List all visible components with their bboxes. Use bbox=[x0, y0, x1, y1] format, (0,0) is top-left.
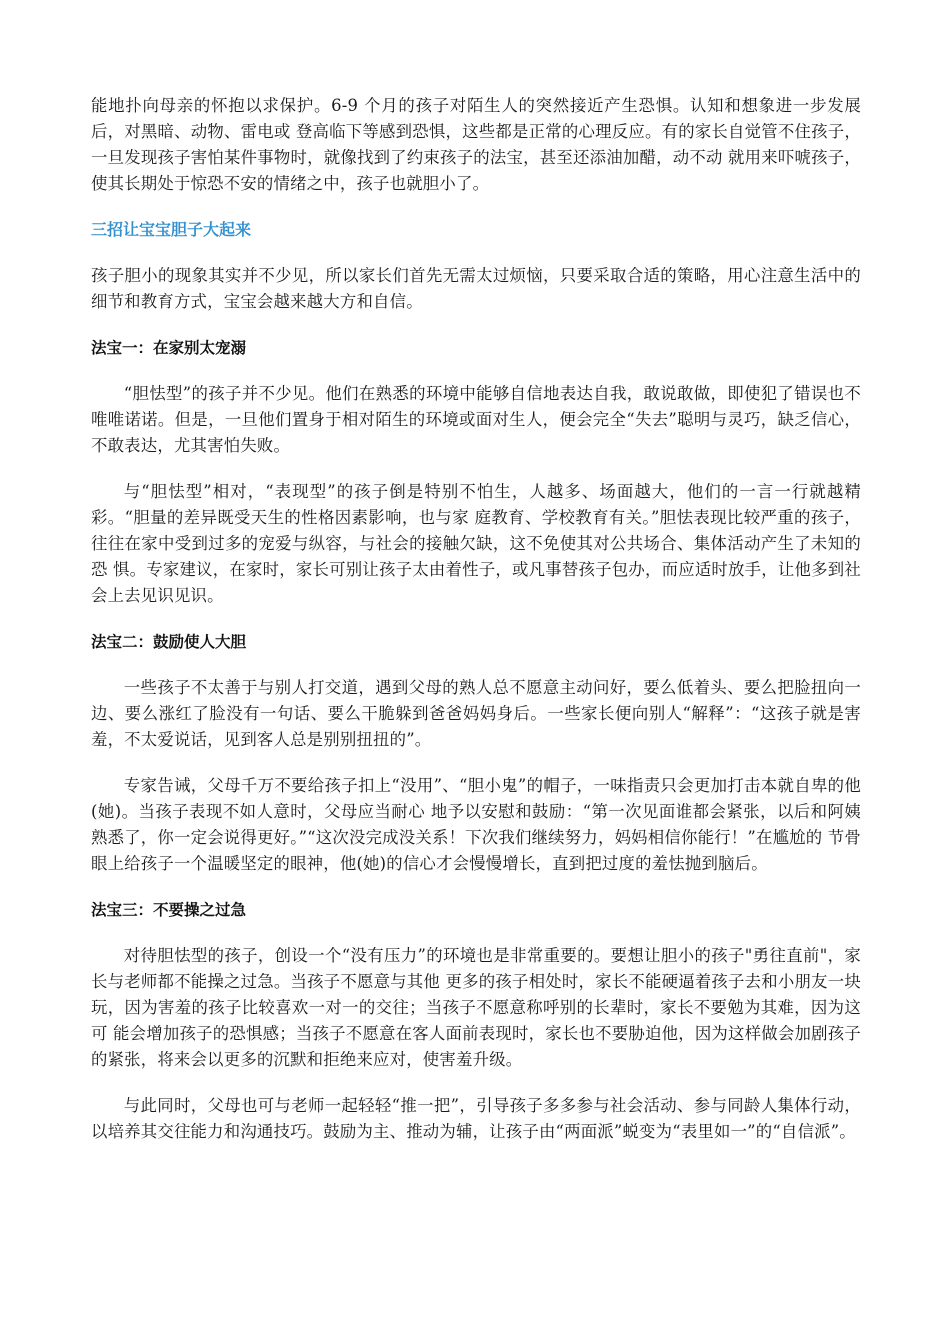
section-heading: 三招让宝宝胆子大起来 bbox=[91, 220, 252, 239]
document-page bbox=[91, 93, 861, 1145]
section-lead-paragraph: 孩子胆小的现象其实并不少见，所以家长们首先无需太过烦恼，只要采取合适的策略，用心注意生活中的细节和教育方式，宝宝会越来越大方和自信。 bbox=[91, 266, 861, 311]
tip1-heading: 法宝一：在家别太宠溺 bbox=[91, 339, 247, 357]
tip1-paragraph-2: 与“胆怯型”相对，“表现型”的孩子倒是特别不怕生，人越多、场面越大，他们的一言一行就越精彩。“胆量的差异既受天生的性格因素影响，也与家 庭教育、学校教育有关。”胆怯表现比较严重的孩子，往往在家中受到过多的宠爱与纵容，与社会的接触欠缺，这不免使其对公共场合、集体活动产生了未知的恐 惧。专家建议，在家时，家长可别让孩子太由着性子，或凡事替孩子包办，而应适时放手，让他多到社会上去见识见识。 bbox=[91, 482, 861, 605]
tip3-heading: 法宝三：不要操之过急 bbox=[91, 901, 247, 919]
intro-paragraph: 能地扑向母亲的怀抱以求保护。6-9 个月的孩子对陌生人的突然接近产生恐惧。认知和想象进一步发展后，对黑暗、动物、雷电或 登高临下等感到恐惧，这些都是正常的心理反应。有的家长自觉管不住孩子，一旦发现孩子害怕某件事物时，就像找到了约束孩子的法宝，甚至还添油加醋，动不动 就用来吓唬孩子，使其长期处于惊恐不安的情绪之中，孩子也就胆小了。 bbox=[91, 96, 861, 193]
tip3-paragraph-1: 对待胆怯型的孩子，创设一个“没有压力”的环境也是非常重要的。要想让胆小的孩子"勇往直前"，家长与老师都不能操之过急。当孩子不愿意与其他 更多的孩子相处时，家长不能硬逼着孩子去和小朋友一块玩，因为害羞的孩子比较喜欢一对一的交往；当孩子不愿意称呼别的长辈时，家长不要勉为其难，因为这可 能会增加孩子的恐惧感；当孩子不愿意在客人面前表现时，家长也不要胁迫他，因为这样做会加剧孩子的紧张，将来会以更多的沉默和拒绝来应对，使害羞升级。 bbox=[91, 946, 861, 1069]
tip1-paragraph-1: “胆怯型”的孩子并不少见。他们在熟悉的环境中能够自信地表达自我，敢说敢做，即使犯了错误也不唯唯诺诺。但是，一旦他们置身于相对陌生的环境或面对生人，便会完全“失去”聪明与灵巧，缺乏信心，不敢表达，尤其害怕失败。 bbox=[91, 384, 861, 455]
tip3-paragraph-2: 与此同时，父母也可与老师一起轻轻“推一把”，引导孩子多多参与社会活动、参与同龄人集体行动，以培养其交往能力和沟通技巧。鼓励为主、推动为辅，让孩子由“两面派”蜕变为“表里如一”的“自信派”。 bbox=[91, 1096, 861, 1141]
tip2-paragraph-2: 专家告诫，父母千万不要给孩子扣上“没用”、“胆小鬼”的帽子，一味指责只会更加打击本就自卑的他(她)。当孩子表现不如人意时，父母应当耐心 地予以安慰和鼓励：“第一次见面谁都会紧张，以后和阿姨熟悉了，你一定会说得更好。”“这次没完成没关系！下次我们继续努力，妈妈相信你能行！”在尴尬的 节骨眼上给孩子一个温暖坚定的眼神，他(她)的信心才会慢慢增长，直到把过度的羞怯抛到脑后。 bbox=[91, 776, 861, 873]
tip2-paragraph-1: 一些孩子不太善于与别人打交道，遇到父母的熟人总不愿意主动问好，要么低着头、要么把脸扭向一边、要么涨红了脸没有一句话、要么干脆躲到爸爸妈妈身后。一些家长便向别人“解释”：“这孩子就是害羞，不太爱说话，见到客人总是别别扭扭的”。 bbox=[91, 678, 861, 749]
tip2-heading: 法宝二：鼓励使人大胆 bbox=[91, 633, 247, 651]
